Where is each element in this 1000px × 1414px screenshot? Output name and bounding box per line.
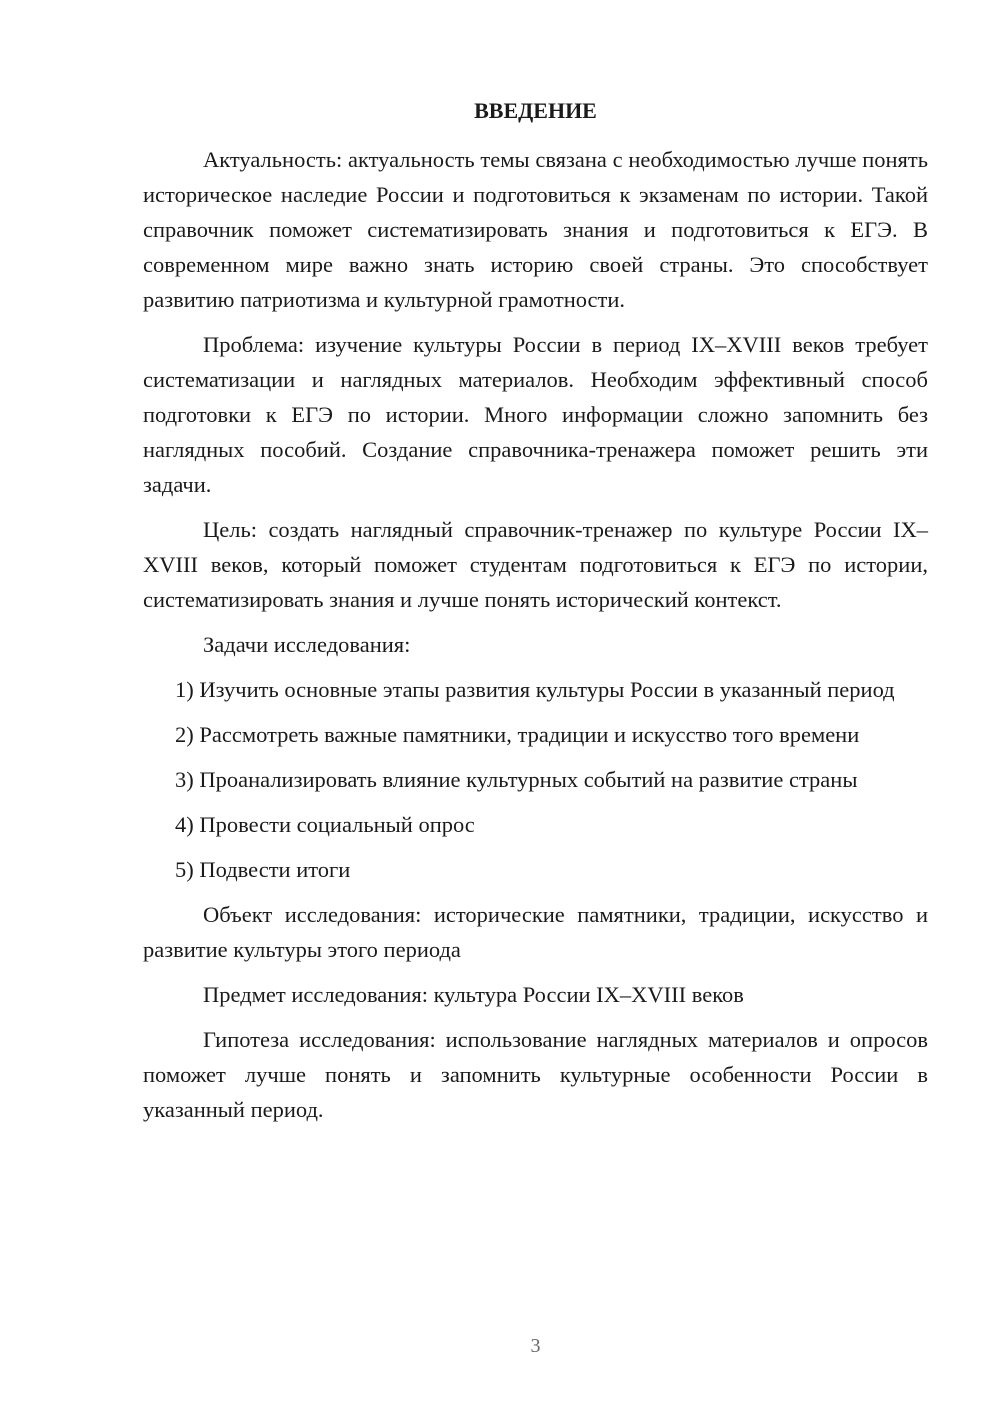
list-item-task-2: 2) Рассмотреть важные памятники, традиции и искусство того времени bbox=[175, 722, 860, 747]
list-item-task-5: 5) Подвести итоги bbox=[175, 857, 351, 882]
document-body bbox=[143, 142, 928, 1137]
paragraph-hypothesis: Гипотеза исследования: использование наглядных материалов и опросов поможет лучше понять и запомнить культурные особенности России в указанный период. bbox=[143, 1027, 928, 1122]
paragraph-goal: Цель: создать наглядный справочник-тренажер по культуре России IX–XVIII веков, который поможет студентам подготовиться к ЕГЭ по истории, систематизировать знания и лучше понять исторический контекст. bbox=[143, 517, 928, 612]
page-number: 3 bbox=[530, 1335, 541, 1357]
paragraph-subject: Предмет исследования: культура России IX–XVIII веков bbox=[203, 982, 744, 1007]
list-item-task-4: 4) Провести социальный опрос bbox=[175, 812, 475, 837]
page-title: ВВЕДЕНИЕ bbox=[474, 98, 597, 123]
tasks-heading: Задачи исследования: bbox=[203, 632, 411, 657]
list-item-task-3: 3) Проанализировать влияние культурных событий на развитие страны bbox=[175, 767, 858, 792]
list-item-task-1: 1) Изучить основные этапы развития культуры России в указанный период bbox=[175, 677, 895, 702]
paragraph-relevance: Актуальность: актуальность темы связана с необходимостью лучше понять историческое наследие России и подготовиться к экзаменам по истории. Такой справочник поможет систематизировать знания и подготовиться к ЕГЭ. В современном мире важно знать историю своей страны. Это способствует развитию патриотизма и культурной грамотности. bbox=[143, 147, 928, 312]
paragraph-object: Объект исследования: исторические памятники, традиции, искусство и развитие культуры этого периода bbox=[143, 902, 928, 962]
paragraph-problem: Проблема: изучение культуры России в период IX–XVIII веков требует систематизации и наглядных материалов. Необходим эффективный способ подготовки к ЕГЭ по истории. Много информации сложно запомнить без наглядных пособий. Создание справочника-тренажера поможет решить эти задачи. bbox=[143, 332, 928, 497]
